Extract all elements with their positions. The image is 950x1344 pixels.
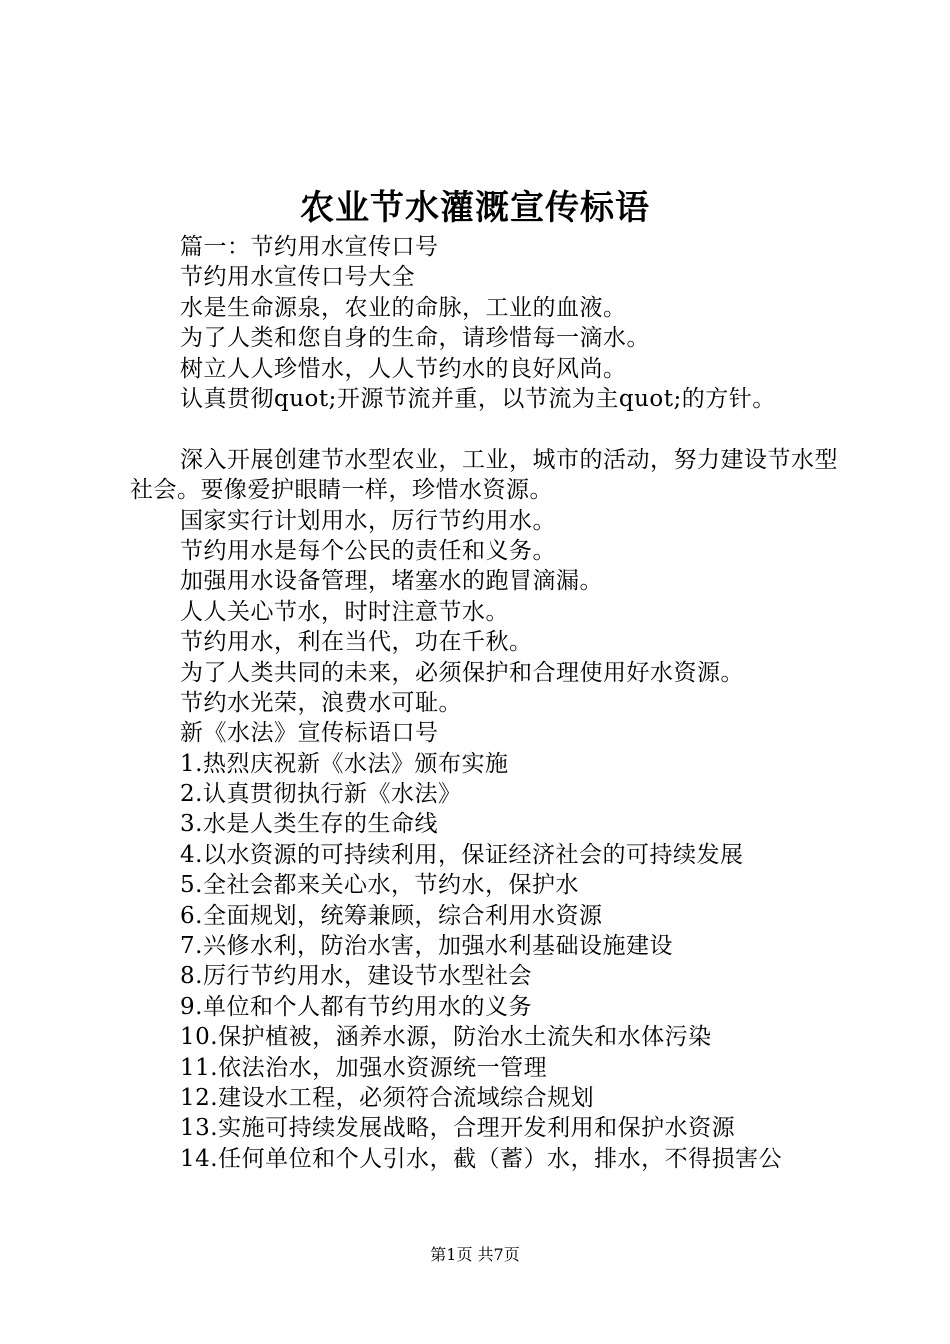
document-body — [130, 232, 840, 1174]
section-heading: 新《水法》宣传标语口号 — [180, 720, 439, 747]
text-line: 节约水光荣，浪费水可耻。 — [180, 689, 462, 716]
list-item: 13.实施可持续发展战略，合理开发利用和保护水资源 — [180, 1115, 736, 1142]
list-item: 3.水是人类生存的生命线 — [180, 811, 438, 838]
text-line: 为了人类共同的未来，必须保护和合理使用好水资源。 — [180, 659, 744, 686]
text-line: 水是生命源泉，农业的命脉，工业的血液。 — [180, 294, 627, 321]
text-line: 节约用水，利在当代，功在千秋。 — [180, 629, 533, 656]
text-line: 为了人类和您自身的生命，请珍惜每一滴水。 — [180, 325, 650, 352]
text-line: 国家实行计划用水，厉行节约用水。 — [180, 507, 556, 534]
text-line: 人人关心节水，时时注意节水。 — [180, 598, 509, 625]
paragraph-gap — [130, 414, 840, 444]
list-item: 6.全面规划，统筹兼顾，综合利用水资源 — [180, 902, 603, 929]
list-item: 8.厉行节约用水，建设节水型社会 — [180, 963, 532, 990]
list-item: 10.保护植被，涵养水源，防治水土流失和水体污染 — [180, 1024, 712, 1051]
list-item: 4.以水资源的可持续利用，保证经济社会的可持续发展 — [180, 841, 744, 868]
document-title: 农业节水灌溉宣传标语 — [300, 188, 650, 228]
list-item: 11.依法治水，加强水资源统一管理 — [180, 1054, 548, 1081]
body-paragraph: 深入开展创建节水型农业，工业，城市的活动，努力建设节水型社会。要像爱护眼睛一样，珍惜水资源。 — [130, 446, 838, 504]
text-line: 树立人人珍惜水，人人节约水的良好风尚。 — [180, 355, 627, 382]
text-line: 加强用水设备管理，堵塞水的跑冒滴漏。 — [180, 568, 603, 595]
list-item: 1.热烈庆祝新《水法》颁布实施 — [180, 750, 509, 777]
text-line: 认真贯彻quot;开源节流并重，以节流为主quot;的方针。 — [180, 385, 776, 412]
page-footer: 第1页 共7页 — [430, 1245, 520, 1264]
list-item: 7.兴修水利，防治水害，加强水利基础设施建设 — [180, 933, 673, 960]
list-item: 14.任何单位和个人引水，截（蓄）水，排水，不得损害公 — [180, 1145, 783, 1172]
text-line: 节约用水是每个公民的责任和义务。 — [180, 537, 556, 564]
list-item: 2.认真贯彻执行新《水法》 — [180, 781, 462, 808]
text-line: 节约用水宣传口号大全 — [180, 264, 415, 291]
text-line: 篇一：节约用水宣传口号 — [180, 234, 439, 260]
list-item: 5.全社会都来关心水，节约水，保护水 — [180, 872, 579, 899]
list-item: 12.建设水工程，必须符合流域综合规划 — [180, 1084, 595, 1111]
list-item: 9.单位和个人都有节约用水的义务 — [180, 993, 532, 1020]
